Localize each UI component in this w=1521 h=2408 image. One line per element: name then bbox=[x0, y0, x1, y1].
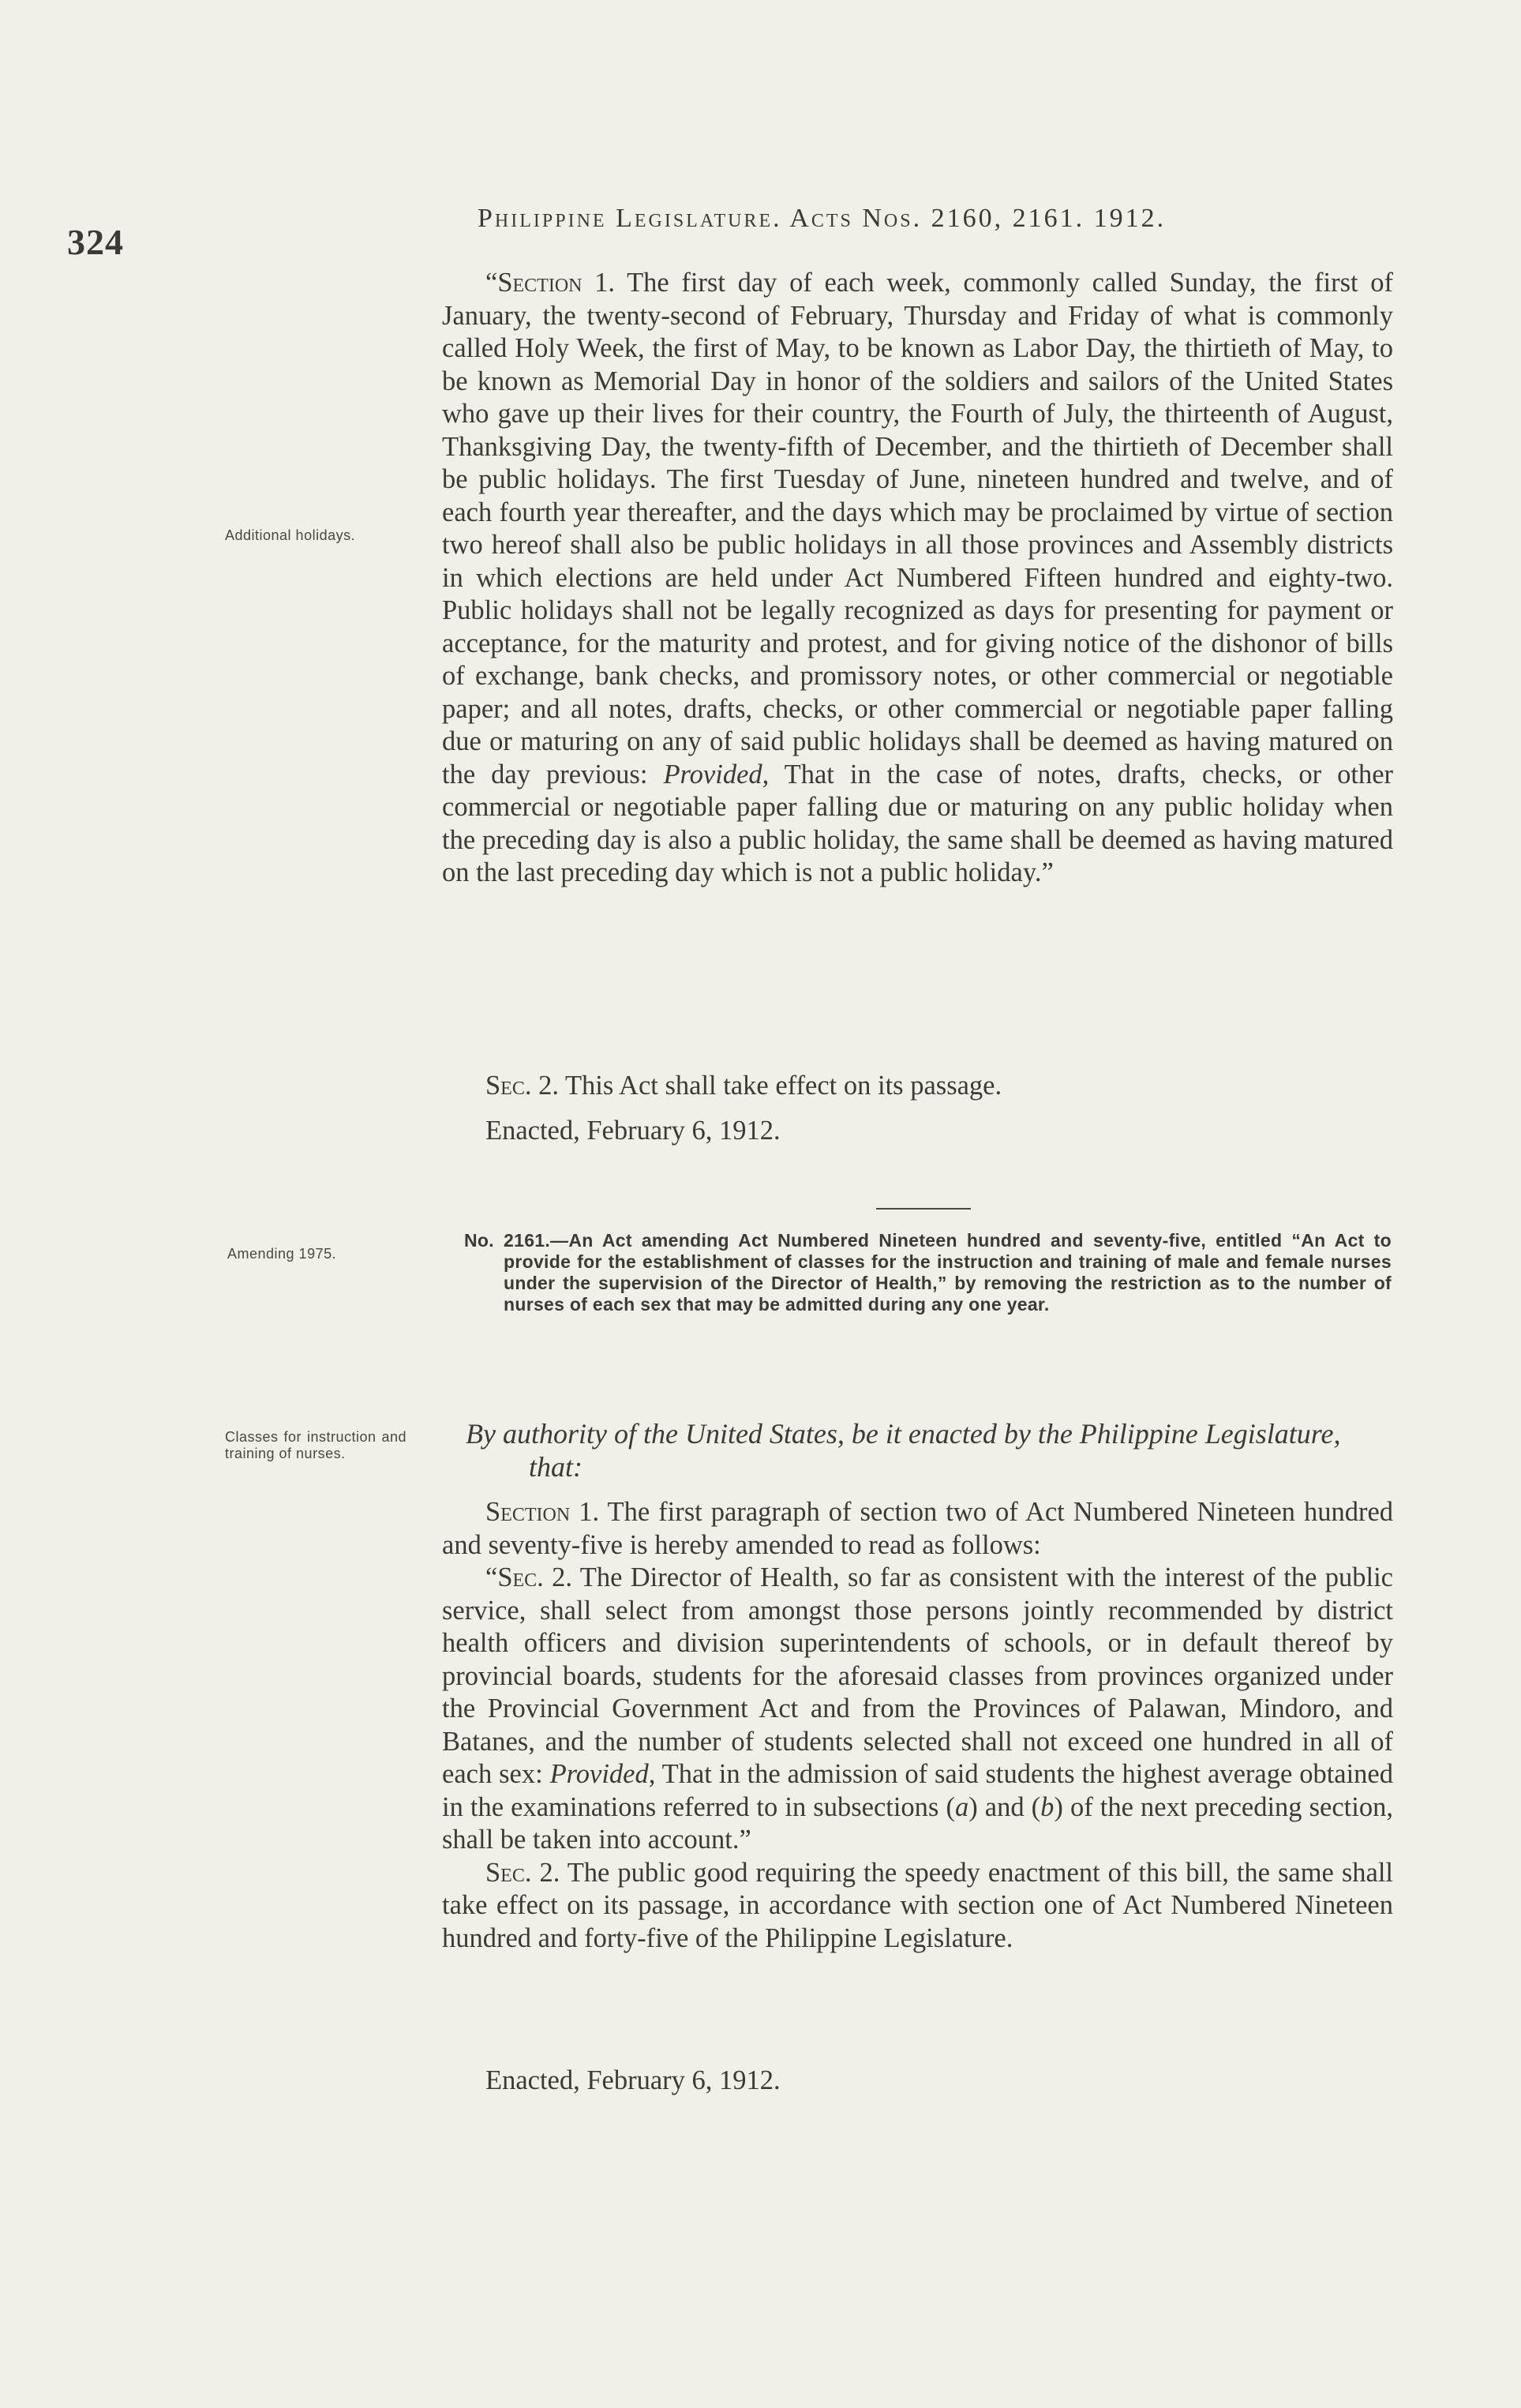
subsection-b: b bbox=[1040, 1791, 1055, 1822]
section-1-text: The first day of each week, commonly called Sunday, the first of January, the twenty-second of February, Thursday and Friday of what is commonly called Holy Week, the first of May, to be known as Labor Day, the thirtieth of May, to be known as Memorial Day in honor of the soldiers and sailors of the United States who gave up their lives for their country, the Fourth of July, the thirteenth of August, Thanksgiving Day, the twenty-fifth of December, and the thirtieth of December shall be public holidays. The first Tuesday of June, nineteen hundred and twelve, and of each fourth year thereafter, and the days which may be proclaimed by virtue of section two hereof shall also be public holidays in all those provinces and Assembly districts in which elections are held under Act Numbered Fifteen hundred and eighty-two. Public holidays shall not be legally recognized as days for presenting for payment or acceptance, for the maturity and protest, and for giving notice of the dishonor of bills of exchange, bank checks, and promissory notes, or other commercial or negotiable paper; and all notes, drafts, checks, or other commercial or negotiable paper falling due or maturing on any of said public holidays shall be deemed as having matured on the day previous: bbox=[442, 268, 1394, 790]
margin-note-classes-nurses: Classes for instruction and training of nurses. bbox=[225, 1429, 406, 1461]
section-1-text-end: That in the case of notes, drafts, checks, or other commercial or negotiable paper falling due or maturing on any public holiday when the preceding day is also a public holiday, the same shall be deemed as having matured on the last preceding day which is not a public holiday.” bbox=[442, 759, 1393, 887]
quoted-section-2-label: “Sec. 2. bbox=[485, 1562, 573, 1592]
quoted-section-2-text-end: ) of the next preceding section, shall be taken into account.” bbox=[442, 1791, 1393, 1855]
section-1-label: “Section 1. bbox=[485, 268, 616, 298]
section-2-label: Sec. 2. bbox=[485, 1071, 559, 1101]
section-2-text: The public good requiring the speedy enactment of this bill, the same shall take effect on its passage, in accordance with section one of Act Numbered Nineteen hundred and forty-five of the Philippine Legislature. bbox=[442, 1857, 1393, 1953]
subsection-a: a bbox=[954, 1791, 969, 1822]
proviso-word: Provided, bbox=[549, 1759, 656, 1789]
margin-note-amending: Amending 1975. bbox=[227, 1246, 337, 1262]
section-1-text: The first paragraph of section two of Act Numbered Nineteen hundred and seventy-five is hereby amended to read as follows: bbox=[442, 1497, 1394, 1560]
page-number: 324 bbox=[67, 222, 124, 262]
act-2161-heading: No. 2161.—An Act amending Act Numbered Nineteen hundred and seventy-five, entitled “An Act to provide for the establishment of classes for the instruction and training of male and female nurses under the supervision of the Director of Health,” by removing the restriction as to the number of nurses of each sex that may be admitted during any one year. bbox=[464, 1230, 1392, 1315]
enacted-date: Enacted, February 6, 1912. bbox=[485, 1116, 781, 1146]
quoted-section-2 bbox=[442, 1562, 1393, 1857]
running-head: Philippine Legislature. Acts Nos. 2160, 2161. 1912. bbox=[478, 204, 1167, 233]
section-2-label: Sec. 2. bbox=[485, 1857, 560, 1888]
act-2161-section-1 bbox=[442, 1496, 1393, 1562]
quoted-section-2-text: The Director of Health, so far as consistent with the interest of the public service, shall select from amongst those persons jointly recommended by district health officers and division superintendents of schools, or in default thereof by provincial boards, students for the aforesaid classes from provinces organized under the Provincial Government Act and from the Provinces of Palawan, Mindoro, and Batanes, and the number of students selected shall not exceed one hundred in all of each sex: bbox=[442, 1562, 1393, 1789]
margin-note-additional-holidays: Additional holidays. bbox=[225, 527, 356, 543]
act-2160-section-1 bbox=[442, 267, 1393, 890]
act-2160-section-2 bbox=[442, 1070, 1393, 1103]
section-1-paragraph bbox=[442, 267, 1393, 890]
quoted-section-2-text-mid: That in the admission of said students the highest average obtained in the examinations referred to in subsections ( bbox=[442, 1759, 1393, 1822]
act-2161-section-2 bbox=[442, 1857, 1393, 1956]
quoted-and: ) and ( bbox=[968, 1791, 1041, 1822]
act-2160-enacted bbox=[442, 1115, 1393, 1148]
enacted-date: Enacted, February 6, 1912. bbox=[485, 2065, 781, 2095]
section-divider bbox=[876, 1208, 971, 1210]
enacting-clause: By authority of the United States, be it enacted by the Philippine Legislature, that: bbox=[466, 1418, 1341, 1483]
act-2161-enacted bbox=[442, 2065, 1393, 2098]
section-2-text: This Act shall take effect on its passage. bbox=[558, 1071, 1002, 1101]
proviso-word: Provided, bbox=[663, 759, 770, 790]
section-1-label: Section 1. bbox=[485, 1497, 600, 1527]
act-2161-body bbox=[442, 1496, 1393, 1955]
